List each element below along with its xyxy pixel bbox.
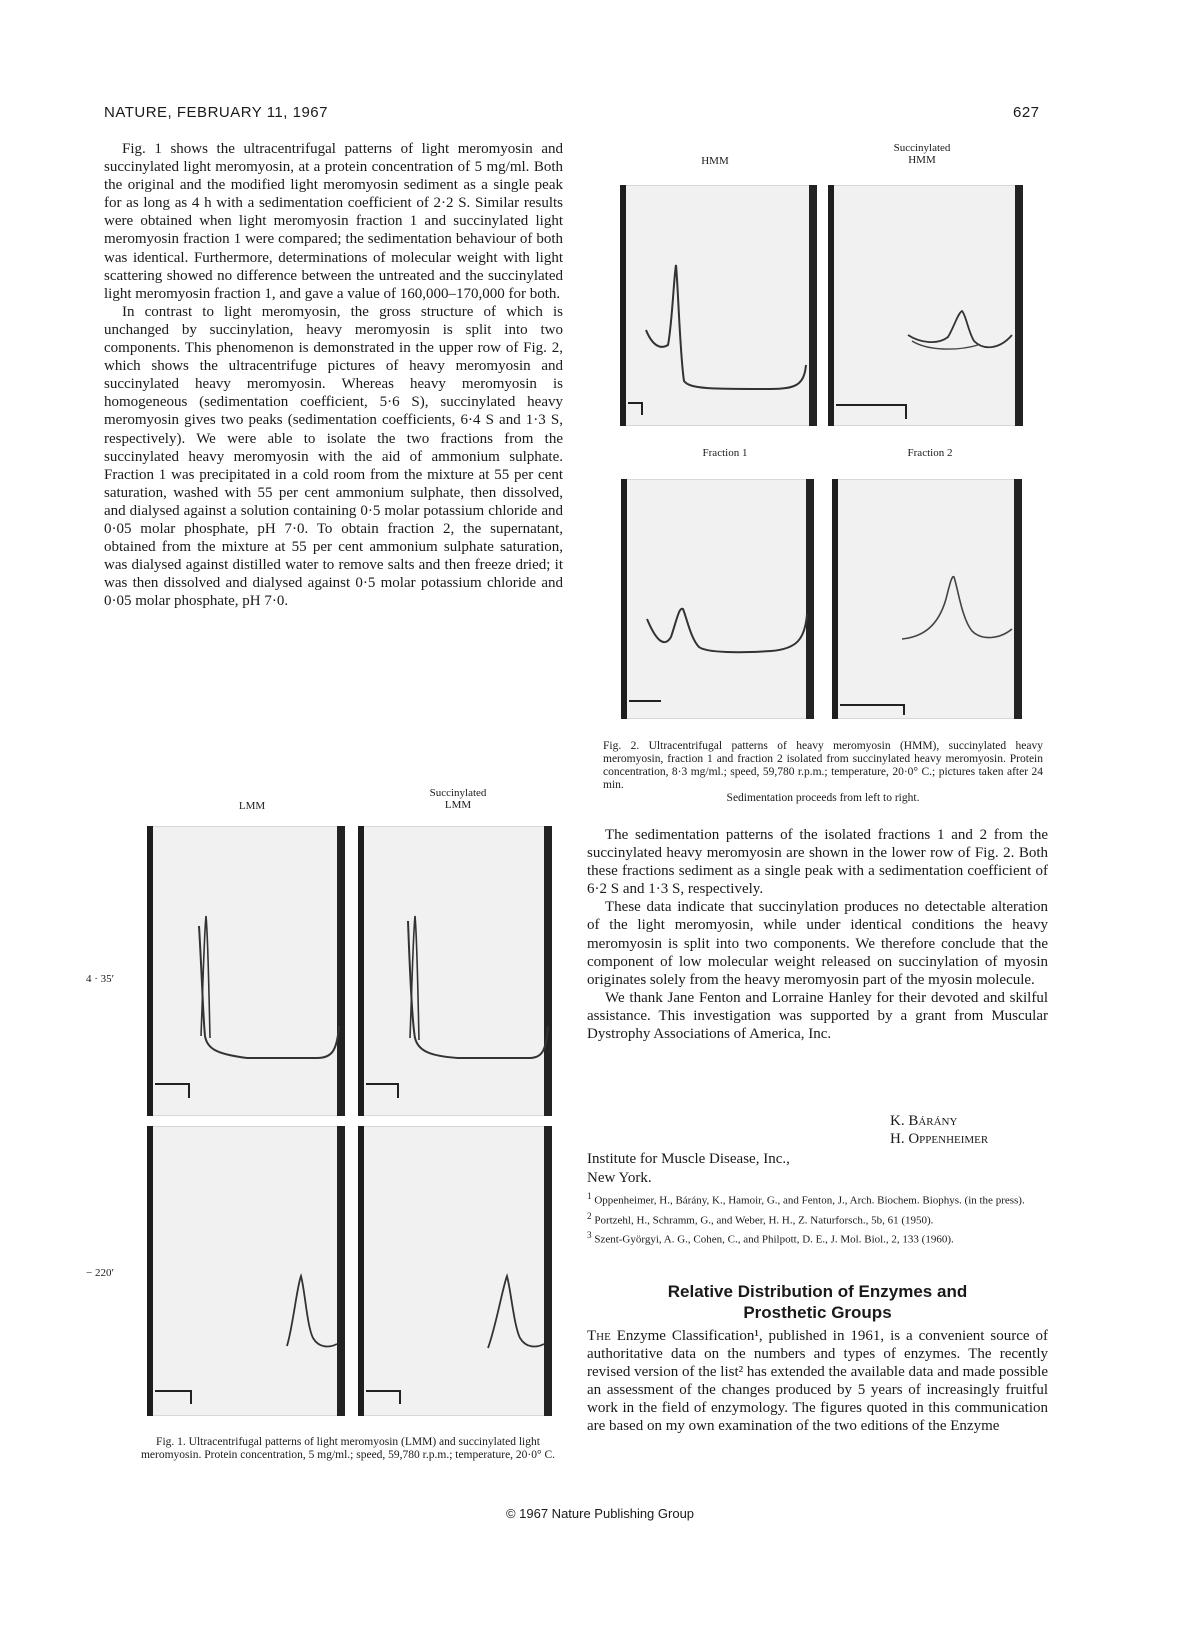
sedimentation-trace: [147, 826, 345, 1116]
author-barany: K. Bárány: [890, 1113, 958, 1129]
paragraph: We thank Jane Fenton and Lorraine Hanley for their devoted and skilful assistance. This investigation was supported by a grant from Muscular Dystrophy Associations of America, Inc.: [587, 989, 1048, 1043]
running-header: NATURE, FEBRUARY 11, 1967: [104, 104, 328, 121]
references: [587, 1190, 1048, 1249]
fig2-label-hmm: HMM: [701, 155, 729, 167]
paragraph: In contrast to light meromyosin, the gross structure of which is unchanged by succinylation, heavy meromyosin is split into two components. This phenomenon is demonstrated in the upper row of Fig. 2, which shows the ultracentrifuge pictures of heavy meromyosin and succinylated heavy meromyosin. Whereas heavy meromyosin is homogeneous (sedimentation coefficient, 5·6 S), succinylated heavy meromyosin gives two peaks (sedimentation coefficients, 6·4 S and 1·3 S, respectively). We were able to isolate the two fractions from the succinylated heavy meromyosin with the aid of ammonium sulphate. Fraction 1 was precipitated in a cold room from the mixture at 55 per cent saturation, washed with 55 per cent ammonium sulphate, then dissolved, and dialysed against a solution containing 0·5 molar potassium chloride and 0·05 molar phosphate, pH 7·0. To obtain fraction 2, the supernatant, obtained from the mixture at 55 per cent ammonium sulphate saturation, was dialysed against distilled water to remove salts and then freeze dried; it was then dissolved and dialysed against 0·5 molar potassium chloride and 0·05 molar phosphate, pH 7·0.: [104, 303, 563, 610]
fig2-caption: Fig. 2. Ultracentrifugal patterns of heavy meromyosin (HMM), succinylated heavy meromyosin, fraction 1 and fraction 2 isolated from succinylated heavy meromyosin. Protein concentration, 8·3 mg/ml.; speed, 59,780 r.p.m.; temperature, 20·0° C.; pictures taken after 24 min. Sedimentation proceeds from left to right.: [603, 740, 1043, 804]
fig1-time-bottom: − 220′: [86, 1267, 114, 1279]
copyright-footer: © 1967 Nature Publishing Group: [505, 1506, 695, 1521]
fig1-panel-lmm-top: [147, 826, 345, 1116]
paragraph: Fig. 1 shows the ultracentrifugal patterns of light meromyosin and succinylated light meromyosin, at a protein concentration of 5 mg/ml. Both the original and the modified light meromyosin sediment as a single peak for as long as 4 h with a sedimentation coefficient of 2·2 S. Similar results were obtained when light meromyosin fraction 1 and succinylated light meromyosin fraction 1 were compared; the sedimentation behaviour of both was identical. Furthermore, determinations of molecular weight with light scattering showed no difference between the untreated and the succinylated light meromyosin fraction 1, and gave a value of 160,000–170,000 for both.: [104, 141, 563, 302]
sedimentation-trace: [621, 479, 814, 719]
sedimentation-trace: [358, 826, 552, 1116]
fig2-panel-hmm: [620, 185, 817, 426]
fig2-panel-fraction1: [621, 479, 814, 719]
paragraph: The sedimentation patterns of the isolated fractions 1 and 2 from the succinylated heavy meromyosin are shown in the lower row of Fig. 2. Both these fractions sediment as a single peak with a sedimentation coefficient of 6·2 S and 1·3 S, respectively.: [587, 827, 1048, 898]
fig1-panel-succinylated-top: [358, 826, 552, 1116]
fig1-time-top: 4 · 35′: [86, 973, 115, 985]
article-body: [587, 1327, 1048, 1436]
fig1-panel-lmm-bottom: [147, 1126, 345, 1416]
fig2-panel-succinylated-hmm: [828, 185, 1023, 426]
sedimentation-trace: [620, 185, 817, 426]
fig2-label-fraction1: Fraction 1: [702, 447, 748, 459]
sedimentation-trace: [147, 1126, 345, 1416]
left-column-text: [104, 140, 563, 610]
right-column-text: [587, 826, 1048, 1043]
page-number: 627: [1013, 104, 1040, 121]
institute: Institute for Muscle Disease, Inc.,: [587, 1151, 790, 1167]
fig1-label-lmm: LMM: [238, 800, 266, 812]
reference-item: $^2$ Portzehl, H., Schramm, G., and Weber, H. H., Z. Naturforsch., 5b, 61 (1950).: [587, 1210, 934, 1227]
fig2-label-fraction2: Fraction 2: [907, 447, 953, 459]
reference-item: $^3$ Szent-Györgyi, A. G., Cohen, C., and Philpott, D. E., J. Mol. Biol., 2, 133 (1960).: [587, 1230, 954, 1246]
fig1-label-succinylated-lmm: Succinylated LMM: [429, 787, 487, 811]
fig2-panel-fraction2: [832, 479, 1022, 719]
fig1-panel-succinylated-bottom: [358, 1126, 552, 1416]
sedimentation-trace: [828, 185, 1023, 426]
paragraph: These data indicate that succinylation produces no detectable alteration of the light meromyosin, while under identical conditions the heavy meromyosin is split into two components. We therefore conclude that the component of low molecular weight released on succinylation of myosin originates solely from the heavy meromyosin part of the myosin molecule.: [587, 899, 1048, 988]
author-oppenheimer: H. Oppenheimer: [890, 1131, 989, 1147]
fig1-caption: Fig. 1. Ultracentrifugal patterns of light meromyosin (LMM) and succinylated light meromyosin. Protein concentration, 5 mg/ml.; speed, 59,780 r.p.m.; temperature, 20·0° C.: [140, 1436, 556, 1461]
reference-item: $^1$ Oppenheimer, H., Bárány, K., Hamoir, G., and Fenton, J., Arch. Biochem. Biophys. (in the press).: [587, 1191, 1025, 1207]
paragraph: The Enzyme Classification¹, published in 1961, is a convenient source of authoritative data on the numbers and types of enzymes. The recently revised version of the list² has extended the available data and made possible an assessment of the changes produced by 5 years of increasingly fruitful work in the field of enzymology. The figures quoted in this communication are based on my own examination of the two editions of the Enzyme: [587, 1328, 1049, 1435]
sedimentation-trace: [832, 479, 1022, 719]
fig2-label-succinylated-hmm: Succinylated HMM: [893, 142, 951, 166]
city: New York.: [587, 1170, 652, 1186]
article-title: Relative Distribution of Enzymes and Prosthetic Groups: [667, 1282, 968, 1322]
sedimentation-trace: [358, 1126, 552, 1416]
